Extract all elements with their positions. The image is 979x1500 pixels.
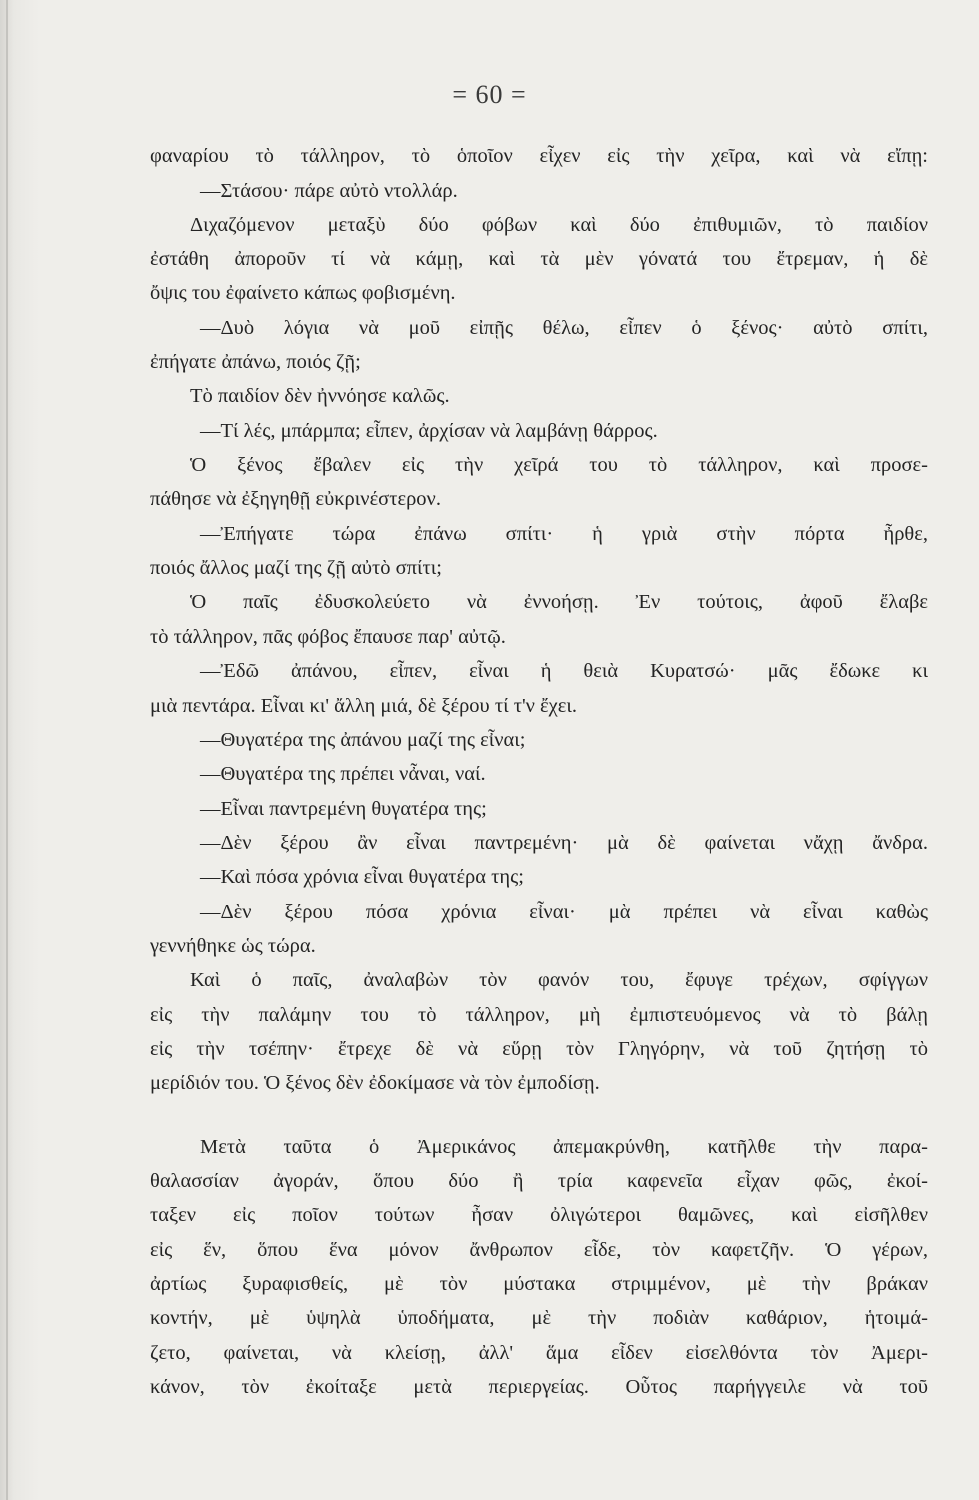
- text-line: ταξεν εἰς ποῖον τούτων ἦσαν ὀλιγώτεροι θαμῶνες, καὶ εἰσῆλθεν: [150, 1204, 928, 1226]
- text-line: —Θυγατέρα της πρέπει νἆναι, ναί.: [200, 763, 486, 785]
- text-line: —Εἶναι παντρεμένη θυγατέρα της;: [200, 798, 487, 820]
- text-line: Μετὰ ταῦτα ὁ Ἀμερικάνος ἀπεμακρύνθη, κατῆλθε τὴν παρα-: [200, 1136, 928, 1158]
- text-line: εἰς τὴν παλάμην του τὸ τάλληρον, μὴ ἐμπιστευόμενος νὰ τὸ βάλῃ: [150, 1004, 928, 1026]
- text-line: —Ἐδῶ ἀπάνου, εἶπεν, εἶναι ἡ θειὰ Κυρατσώ· μᾶς ἔδωκε κι: [200, 660, 928, 682]
- text-line: φαναρίου τὸ τάλληρον, τὸ ὁποῖον εἶχεν εἰς τὴν χεῖρα, καὶ νὰ εἴπῃ:: [150, 145, 928, 167]
- text-line: ποιός ἄλλος μαζί της ζῇ αὐτὸ σπίτι;: [150, 557, 442, 579]
- text-line: Ὁ παῖς ἐδυσκολεύετο νὰ ἐννοήσῃ. Ἐν τούτοις, ἀφοῦ ἔλαβε: [190, 591, 928, 613]
- text-line: —Δὲν ξέρου ἂν εἶναι παντρεμένη· μὰ δὲ φαίνεται νἄχῃ ἄνδρα.: [200, 832, 928, 854]
- text-line: εἰς ἕν, ὅπου ἕνα μόνον ἄνθρωπον εἶδε, τὸν καφετζῆν. Ὁ γέρων,: [150, 1239, 928, 1261]
- text-line: —Καὶ πόσα χρόνια εἶναι θυγατέρα της;: [200, 866, 524, 888]
- text-line: Καὶ ὁ παῖς, ἀναλαβὼν τὸν φανόν του, ἔφυγε τρέχων, σφίγγων: [190, 969, 928, 991]
- text-line: θαλασσίαν ἀγοράν, ὅπου δύο ἢ τρία καφενεῖα εἶχαν φῶς, ἐκοί-: [150, 1170, 928, 1192]
- text-line: —Τί λές, μπάρμπα; εἶπεν, ἀρχίσαν νὰ λαμβάνῃ θάρρος.: [200, 420, 658, 442]
- text-line: ἐπήγατε ἀπάνω, ποιός ζῇ;: [150, 351, 361, 373]
- text-line: ἀρτίως ξυραφισθείς, μὲ τὸν μύστακα στριμμένον, μὲ τὴν βράκαν: [150, 1273, 928, 1295]
- text-line: Διχαζόμενον μεταξὺ δύο φόβων καὶ δύο ἐπιθυμιῶν, τὸ παιδίον: [190, 214, 928, 236]
- text-line: Τὸ παιδίον δὲν ἠννόησε καλῶς.: [190, 385, 450, 407]
- text-line: ζετο, φαίνεται, νὰ κλείσῃ, ἀλλ' ἅμα εἶδεν εἰσελθόντα τὸν Ἀμερι-: [150, 1342, 928, 1364]
- text-line: κοντήν, μὲ ὑψηλὰ ὑποδήματα, μὲ τὴν ποδιὰν καθάριον, ἡτοιμά-: [150, 1307, 928, 1329]
- text-line: εἰς τὴν τσέπην· ἔτρεχε δὲ νὰ εὕρῃ τὸν Γληγόρην, νὰ τοῦ ζητήσῃ τὸ: [150, 1038, 928, 1060]
- text-line: ἐστάθη ἀποροῦν τί νὰ κάμῃ, καὶ τὰ μὲν γόνατά του ἔτρεμαν, ἡ δὲ: [150, 248, 928, 270]
- text-line: —Δὲν ξέρου πόσα χρόνια εἶναι· μὰ πρέπει νὰ εἶναι καθὼς: [200, 901, 928, 923]
- text-line: τὸ τάλληρον, πᾶς φόβος ἔπαυσε παρ' αὐτῷ.: [150, 626, 506, 648]
- text-line: κάνον, τὸν ἐκοίταξε μετὰ περιεργείας. Οὗτος παρήγγειλε νὰ τοῦ: [150, 1376, 928, 1398]
- text-line: μιὰ πεντάρα. Εἶναι κι' ἄλλη μιά, δὲ ξέρου τί τ'ν ἔχει.: [150, 695, 577, 717]
- text-line: —Δυὸ λόγια νὰ μοῦ εἰπῇς θέλω, εἶπεν ὁ ξένος· αὐτὸ σπίτι,: [200, 317, 928, 339]
- text-line: Ὁ ξένος ἔβαλεν εἰς τὴν χεῖρά του τὸ τάλληρον, καὶ προσε-: [190, 454, 928, 476]
- text-line: μερίδιόν του. Ὁ ξένος δὲν ἐδοκίμασε νὰ τὸν ἐμποδίσῃ.: [150, 1072, 600, 1094]
- text-line: γεννήθηκε ὡς τώρα.: [150, 935, 316, 957]
- text-line: ὄψις του ἐφαίνετο κάπως φοβισμένη.: [150, 282, 456, 304]
- book-gutter: [6, 0, 8, 1500]
- text-line: —Στάσου· πάρε αὐτὸ ντολλάρ.: [200, 180, 458, 202]
- text-line: —Θυγατέρα της ἀπάνου μαζί της εἶναι;: [200, 729, 526, 751]
- text-line: πάθησε νὰ ἐξηγηθῇ εὐκρινέστερον.: [150, 488, 441, 510]
- page-number: = 60 =: [452, 80, 527, 109]
- text-line: —Ἐπήγατε τώρα ἐπάνω σπίτι· ἡ γριὰ στὴν πόρτα ἦρθε,: [200, 523, 928, 545]
